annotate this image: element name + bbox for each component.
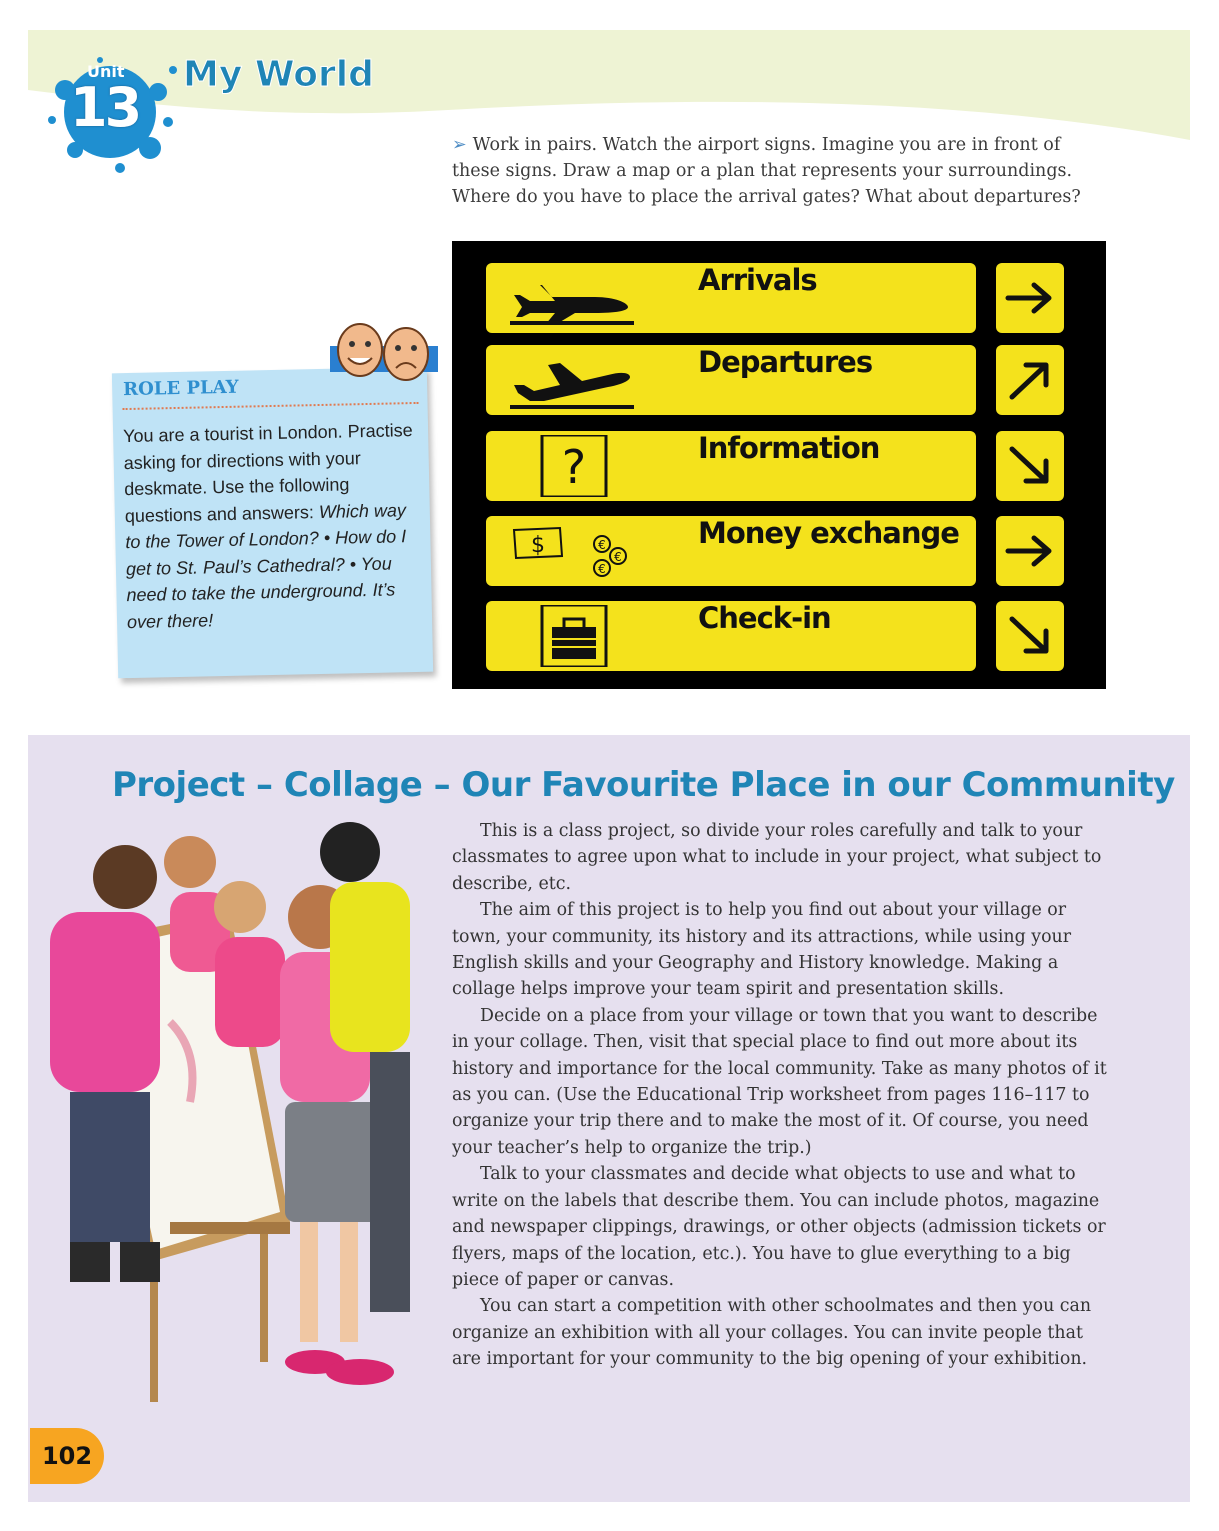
children-painting-photo bbox=[30, 822, 450, 1402]
svg-text:?: ? bbox=[561, 440, 587, 494]
paragraph: The aim of this project is to help you find out about your village or town, your community, its history and its attractions, while using your English skills and your Geography and History knowledge. Making a collage helps improve your team spirit and presentation skills. bbox=[452, 900, 1072, 1000]
page-number: 102 bbox=[30, 1428, 104, 1484]
unit-number: 13 bbox=[70, 76, 140, 139]
sign-label-information: Information bbox=[698, 431, 880, 465]
svg-text:€: € bbox=[614, 550, 622, 564]
briefcase-icon bbox=[500, 605, 640, 667]
divider bbox=[123, 402, 419, 410]
unit-label: Unit bbox=[87, 62, 125, 81]
role-play-title: ROLE PLAY bbox=[122, 376, 239, 401]
sign-label-departures: Departures bbox=[698, 345, 873, 379]
project-title: Project – Collage – Our Favourite Place in our Community bbox=[112, 765, 1175, 805]
role-play-text: You are a tourist in London. Practise asking for directions with your deskmate. Use the following questions and answers: Which way to the Tower of London? • How do I get to St. Paul’s Cathedral? • You need to take the underground. It’s over there! bbox=[122, 420, 413, 632]
paragraph: Decide on a place from your village or town that you want to describe in your collage. Then, visit that special place to find out more about its history and importance for the local community. Take as many photos of it as you can. (Use the Educational Trip worksheet from pages 116–117 to organize your trip there and to make the most of it. Of course, you need your teacher’s help to organize the trip.) bbox=[452, 1005, 1107, 1158]
arrow-up-right-icon bbox=[1002, 353, 1058, 407]
svg-text:€: € bbox=[598, 538, 606, 552]
sign-departures bbox=[486, 345, 1106, 415]
sign-label-money-exchange: Money exchange bbox=[698, 516, 959, 550]
theatre-masks-icon bbox=[330, 318, 440, 388]
project-text bbox=[452, 818, 1112, 1373]
question-mark-icon bbox=[500, 435, 640, 497]
plane-takeoff-icon bbox=[500, 349, 640, 411]
svg-text:$: $ bbox=[531, 533, 545, 558]
arrow-down-right-icon bbox=[1002, 439, 1058, 493]
instruction-text: ➢ Work in pairs. Watch the airport signs. Imagine you are in front of these signs. Draw a map or a plan that represents your surroundings. Where do you have to place the arrival gates? What about departures? bbox=[452, 135, 1081, 207]
unit-title: My World bbox=[183, 54, 374, 95]
paragraph: You can start a competition with other schoolmates and then you can organize an exhibition with all your collages. You can invite people that are important for your community to the big opening of your exhibition. bbox=[452, 1296, 1092, 1370]
arrow-down-right-icon bbox=[1002, 609, 1058, 663]
bullet-arrow-icon: ➢ bbox=[452, 135, 467, 155]
sign-money-exchange bbox=[486, 516, 1106, 586]
paragraph: This is a class project, so divide your roles carefully and talk to your classmates to agree upon what to include in your project, what subject to describe, etc. bbox=[452, 821, 1102, 894]
sign-check-in bbox=[486, 601, 1106, 671]
svg-text:€: € bbox=[598, 562, 606, 576]
money-exchange-icon bbox=[500, 520, 640, 582]
plane-landing-icon bbox=[500, 267, 640, 329]
arrow-right-icon bbox=[1002, 271, 1058, 325]
sign-information bbox=[486, 431, 1106, 501]
arrow-right-icon bbox=[1002, 524, 1058, 578]
sign-label-check-in: Check-in bbox=[698, 601, 831, 635]
sign-label-arrivals: Arrivals bbox=[698, 263, 817, 297]
airport-signs bbox=[452, 241, 1106, 689]
sign-arrivals bbox=[486, 263, 1106, 333]
paragraph: Talk to your classmates and decide what objects to use and what to write on the labels that describe them. You can include photos, magazine and newspaper clippings, drawings, or other objects (admission tickets or flyers, maps of the location, etc.). You have to glue everything to a big piece of paper or canvas. bbox=[452, 1164, 1106, 1290]
role-play-box bbox=[112, 367, 433, 679]
